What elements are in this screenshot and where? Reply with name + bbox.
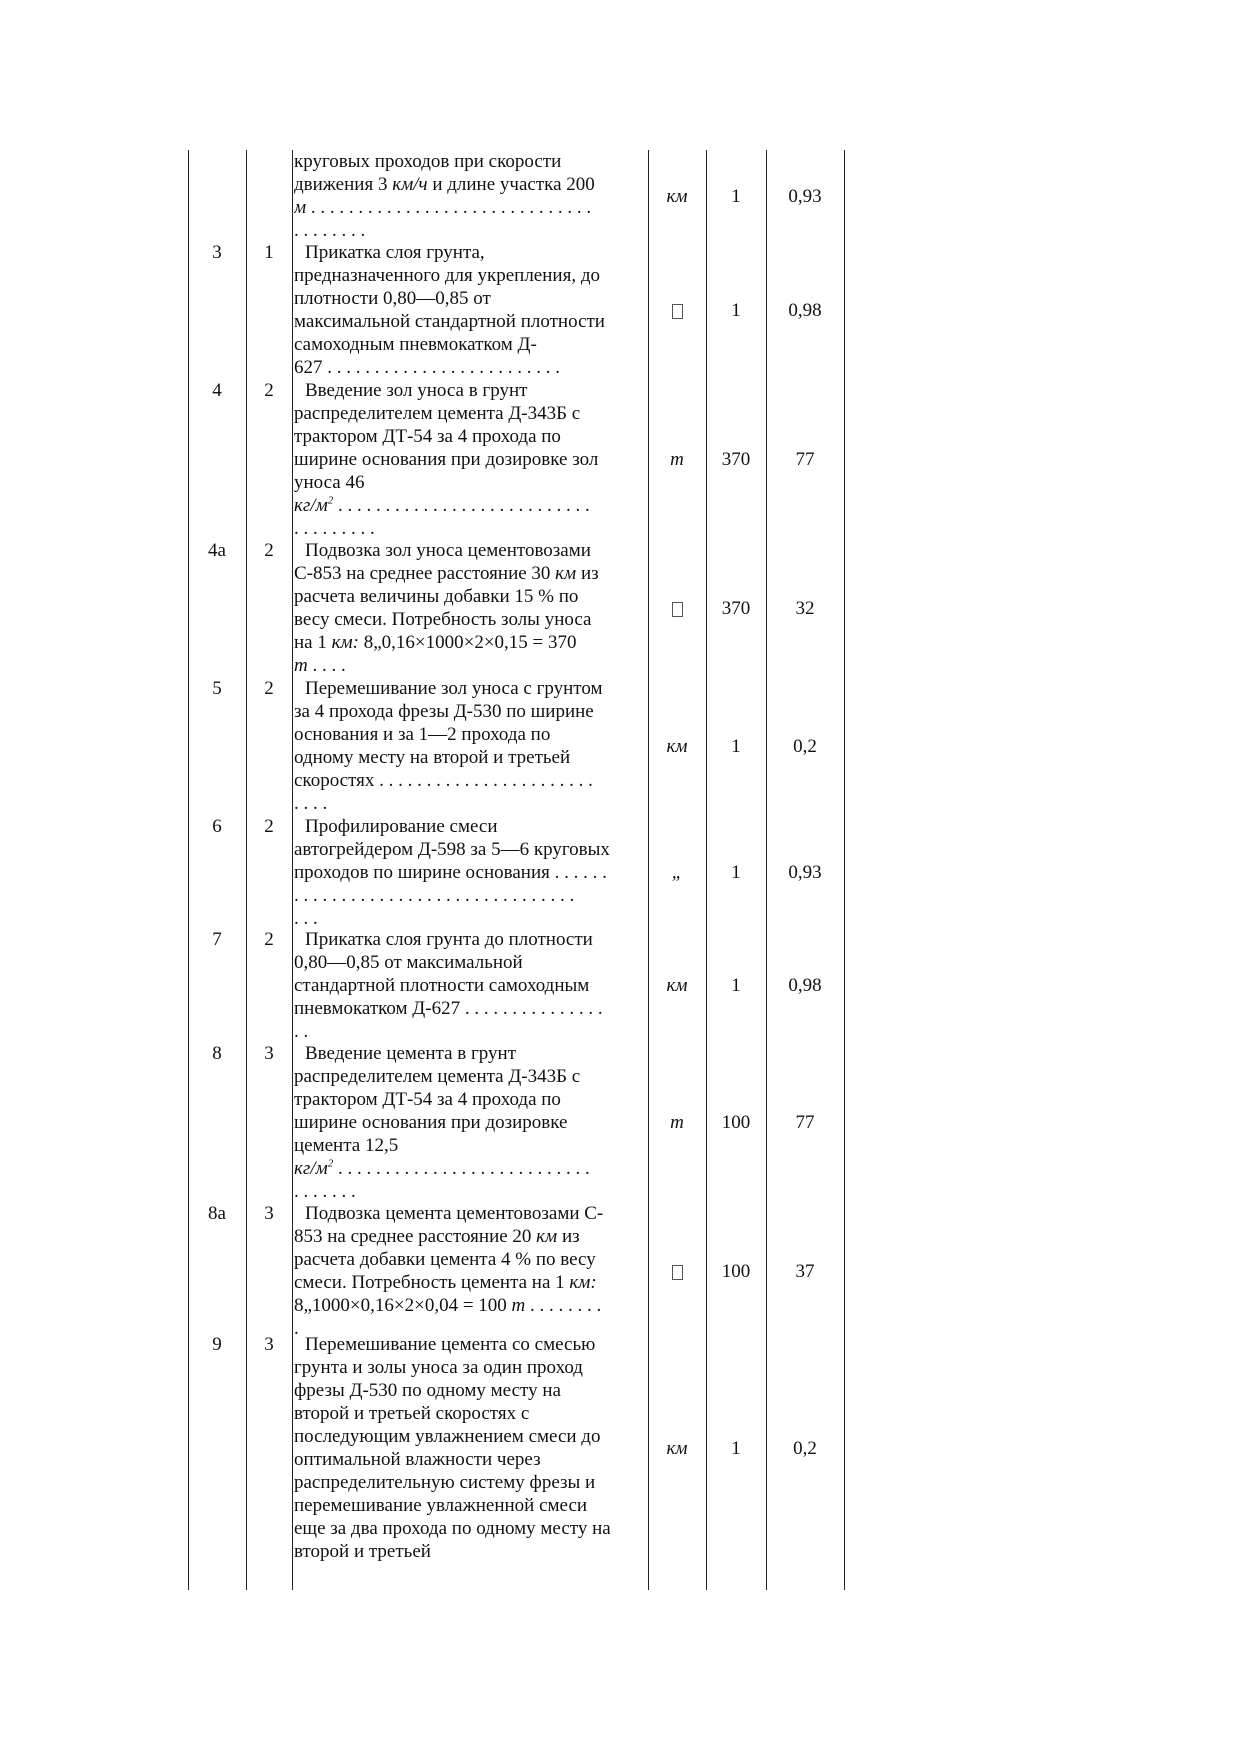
quantity-cell: 370 — [721, 598, 751, 619]
description-line: 8„1000×0,16×2×0,04 = 100 т . . . . . . . . — [294, 1295, 602, 1316]
value-cell: 0,98 — [788, 975, 822, 996]
row-number: 4а — [208, 540, 226, 561]
description-line: $кг/м^2$ . . . . . . . . . . . . . . . . . . . . . . . . . . . — [294, 494, 590, 516]
description-line: распределительную систему фрезы и — [294, 1472, 596, 1493]
description-line: цемента 12,5 — [294, 1135, 399, 1156]
group-number: 2 — [264, 929, 274, 950]
table-row — [188, 928, 844, 1043]
table-row — [188, 379, 844, 540]
unit-cell: „ — [671, 862, 683, 883]
quantity-cell: 100 — [721, 1112, 751, 1133]
description-line: уноса 46 — [294, 472, 365, 493]
description-line: на 1 км: 8„0,16×1000×2×0,15 = 370 — [294, 632, 577, 653]
description-line: расчета добавки цемента 4 % по весу — [294, 1249, 596, 1270]
description-line: ширине основания при дозировке — [294, 1112, 568, 1133]
group-number: 3 — [264, 1043, 274, 1064]
unit-cell: т — [670, 1112, 684, 1133]
description-line: 0,80—0,85 от максимальной — [294, 952, 523, 973]
table-row — [188, 1042, 844, 1203]
description-line: расчета величины добавки 15 % по — [294, 586, 579, 607]
description-line: еще за два прохода по одному месту на — [294, 1518, 611, 1539]
description-line: оптимальной влажности через — [294, 1449, 541, 1470]
table-row — [188, 815, 844, 930]
description-line: основания и за 1—2 прохода по — [294, 724, 551, 745]
table-border-right — [844, 150, 845, 1590]
operation-description — [294, 539, 652, 677]
description-line: т . . . . — [294, 655, 346, 676]
row-number: 9 — [212, 1334, 222, 1355]
quantity-cell: 370 — [721, 449, 751, 470]
description-line: распределителем цемента Д-343Б с — [294, 1066, 581, 1087]
description-line: Перемешивание цемента со смесью — [305, 1334, 596, 1355]
description-line: грунта и золы уноса за один проход — [294, 1357, 583, 1378]
group-number: 2 — [264, 816, 274, 837]
group-number: 2 — [264, 678, 274, 699]
description-line: проходов по ширине основания . . . . . . — [294, 862, 607, 883]
value-cell: 0,98 — [788, 300, 822, 321]
value-cell: 0,93 — [788, 862, 822, 883]
missing-glyph-icon — [672, 602, 683, 617]
description-line: 853 на среднее расстояние 20 км из — [294, 1226, 580, 1247]
value-cell: 77 — [795, 449, 815, 470]
value-cell: 0,2 — [793, 736, 817, 757]
unit-cell: т — [670, 449, 684, 470]
quantity-cell: 1 — [731, 736, 741, 757]
description-line: Профилирование смеси — [305, 816, 498, 837]
description-line: последующим увлажнением смеси до — [294, 1426, 601, 1447]
description-line: плотности 0,80—0,85 от — [294, 288, 491, 309]
operation-description — [294, 1333, 652, 1563]
description-line: автогрейдером Д-598 за 5—6 круговых — [294, 839, 610, 860]
operation-description — [294, 241, 652, 379]
unit-cell: км — [666, 1438, 688, 1459]
description-line: Подвозка зол уноса цементовозами — [305, 540, 591, 561]
description-line: второй и третьей скоростях с — [294, 1403, 530, 1424]
description-line: перемешивание увлажненной смеси — [294, 1495, 588, 1516]
quantity-cell: 1 — [731, 300, 741, 321]
row-number: 6 — [212, 816, 222, 837]
description-line: . . . . . . . . — [294, 220, 366, 241]
table-row — [188, 1202, 844, 1340]
unit-cell: км — [666, 975, 688, 996]
description-line: трактором ДТ-54 за 4 прохода по — [294, 1089, 561, 1110]
group-number: 1 — [264, 242, 274, 263]
quantity-cell: 100 — [721, 1261, 751, 1282]
value-cell: 0,93 — [788, 186, 822, 207]
description-line: 627 . . . . . . . . . . . . . . . . . . . . . . . . . — [294, 357, 560, 378]
description-line: Введение зол уноса в грунт — [305, 380, 528, 401]
unit-cell: км — [666, 186, 688, 207]
description-line: самоходным пневмокатком Д- — [294, 334, 537, 355]
group-number: 2 — [264, 540, 274, 561]
description-line: трактором ДТ-54 за 4 прохода по — [294, 426, 561, 447]
description-line: круговых проходов при скорости — [294, 151, 562, 172]
description-line: скоростях . . . . . . . . . . . . . . . . . . . . . . . — [294, 770, 593, 791]
description-line: Подвозка цемента цементовозами С- — [305, 1203, 604, 1224]
operation-description — [294, 1202, 652, 1340]
quantity-cell: 1 — [731, 1438, 741, 1459]
group-number: 2 — [264, 380, 274, 401]
description-line: м . . . . . . . . . . . . . . . . . . . . . . . . . . . . . . — [294, 197, 592, 218]
description-line: ширине основания при дозировке зол — [294, 449, 599, 470]
unit-cell — [648, 1260, 706, 1283]
description-line: . . . . . . . . . . . . . . . . . . . . . . . . . . . . . . — [294, 885, 575, 906]
table-row — [188, 1333, 844, 1563]
description-line: $кг/м^2$ . . . . . . . . . . . . . . . . . . . . . . . . . . . — [294, 1157, 590, 1179]
value-cell: 32 — [795, 598, 815, 619]
operation-description — [294, 379, 652, 540]
operation-description — [294, 928, 652, 1043]
quantity-cell: 1 — [731, 862, 741, 883]
description-line: распределителем цемента Д-343Б с — [294, 403, 581, 424]
description-line: . . . . . . . — [294, 1181, 356, 1202]
description-line: Перемешивание зол уноса с грунтом — [305, 678, 603, 699]
operation-description — [294, 815, 652, 930]
unit-cell — [648, 597, 706, 620]
description-line: предназначенного для укрепления, до — [294, 265, 600, 286]
row-number: 7 — [212, 929, 222, 950]
description-line: Прикатка слоя грунта, — [305, 242, 485, 263]
description-line: . — [294, 1318, 299, 1339]
value-cell: 77 — [795, 1112, 815, 1133]
description-line: движения 3 км/ч и длине участка 200 — [294, 174, 595, 195]
unit-cell: км — [666, 736, 688, 757]
description-line: максимальной стандартной плотности — [294, 311, 605, 332]
description-line: стандартной плотности самоходным — [294, 975, 590, 996]
operation-description — [294, 150, 652, 242]
description-line: второй и третьей — [294, 1541, 431, 1562]
description-line: весу смеси. Потребность золы уноса — [294, 609, 592, 630]
row-number: 5 — [212, 678, 222, 699]
operation-description — [294, 677, 652, 815]
description-line: одному месту на второй и третьей — [294, 747, 571, 768]
row-number: 3 — [212, 242, 222, 263]
description-line: С-853 на среднее расстояние 30 км из — [294, 563, 599, 584]
table-row — [188, 677, 844, 815]
description-line: пневмокатком Д-627 . . . . . . . . . . . . . . . — [294, 998, 603, 1019]
operation-description — [294, 1042, 652, 1203]
description-line: . . . . — [294, 793, 328, 814]
table-row — [188, 150, 844, 242]
description-line: смеси. Потребность цемента на 1 км: — [294, 1272, 597, 1293]
missing-glyph-icon — [672, 304, 683, 319]
description-line: . . . — [294, 908, 318, 929]
description-line: . . . . . . . . . — [294, 518, 375, 539]
description-line: Введение цемента в грунт — [305, 1043, 517, 1064]
value-cell: 37 — [795, 1261, 815, 1282]
description-line: за 4 прохода фрезы Д-530 по ширине — [294, 701, 594, 722]
operations-table — [188, 150, 844, 1590]
description-line: фрезы Д-530 по одному месту на — [294, 1380, 561, 1401]
missing-glyph-icon — [672, 1265, 683, 1280]
row-number: 4 — [212, 380, 222, 401]
quantity-cell: 1 — [731, 186, 741, 207]
description-line: Прикатка слоя грунта до плотности — [305, 929, 593, 950]
group-number: 3 — [264, 1203, 274, 1224]
row-number: 8 — [212, 1043, 222, 1064]
table-row — [188, 539, 844, 677]
row-number: 8а — [208, 1203, 226, 1224]
description-line: . . — [294, 1021, 309, 1042]
group-number: 3 — [264, 1334, 274, 1355]
table-row — [188, 241, 844, 379]
value-cell: 0,2 — [793, 1438, 817, 1459]
quantity-cell: 1 — [731, 975, 741, 996]
unit-cell — [648, 299, 706, 322]
